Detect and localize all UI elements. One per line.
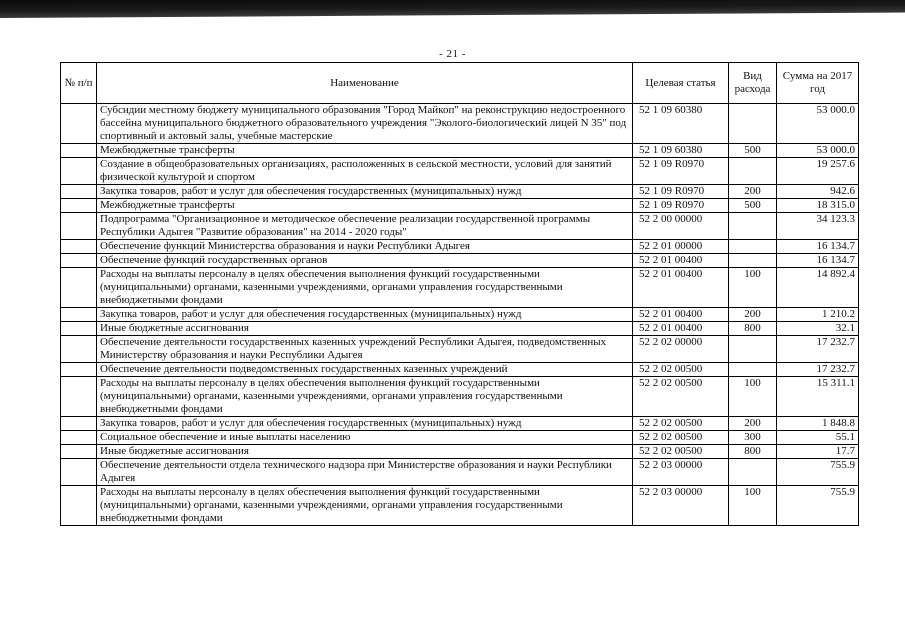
cell-name: Подпрограмма "Организационное и методическое обеспечение реализации государственной программы Республики Адыгея "Развитие образования" на 2014 - 2020 годы" [97,213,633,240]
cell-target: 52 2 02 00000 [633,336,729,363]
table-row [61,254,859,268]
cell-target: 52 1 09 R0970 [633,185,729,199]
cell-target: 52 2 02 00500 [633,417,729,431]
cell-sum: 16 134.7 [777,240,859,254]
cell-name: Субсидии местному бюджету муниципального образования "Город Майкоп" на реконструкцию недостроенного бассейна муниципального бюджетного образовательного учреждения "Эколого-биологический лицей N 35" под спортивный и актовый залы, учебные мастерские [97,104,633,144]
cell-sum: 17 232.7 [777,363,859,377]
cell-name: Обеспечение деятельности подведомственных государственных казенных учреждений [97,363,633,377]
cell-sum: 17 232.7 [777,336,859,363]
cell-target: 52 2 02 00500 [633,431,729,445]
cell-name: Закупка товаров, работ и услуг для обеспечения государственных (муниципальных) нужд [97,185,633,199]
cell-num [61,213,97,240]
table-row [61,377,859,417]
cell-sum: 755.9 [777,459,859,486]
cell-sum: 755.9 [777,486,859,526]
cell-num [61,459,97,486]
table-body [61,104,859,526]
cell-num [61,486,97,526]
cell-sum: 1 848.8 [777,417,859,431]
cell-num [61,144,97,158]
cell-type: 200 [729,308,777,322]
cell-sum: 34 123.3 [777,213,859,240]
cell-target: 52 1 09 60380 [633,104,729,144]
cell-sum: 16 134.7 [777,254,859,268]
cell-sum: 32.1 [777,322,859,336]
page-number: - 21 - [439,48,466,60]
cell-type: 500 [729,144,777,158]
cell-target: 52 2 03 00000 [633,459,729,486]
cell-name: Создание в общеобразовательных организациях, расположенных в сельской местности, условий для занятий физической культурой и спортом [97,158,633,185]
cell-num [61,431,97,445]
cell-type: 100 [729,377,777,417]
cell-type [729,459,777,486]
table-row [61,213,859,240]
cell-type [729,158,777,185]
cell-sum: 17.7 [777,445,859,459]
cell-target: 52 2 01 00400 [633,322,729,336]
cell-sum: 18 315.0 [777,199,859,213]
cell-type: 100 [729,268,777,308]
cell-name: Обеспечение деятельности государственных казенных учреждений Республики Адыгея, подведомственных Министерству образования и науки Республики Адыгея [97,336,633,363]
scan-edge-shadow [0,0,905,18]
cell-name: Обеспечение функций государственных органов [97,254,633,268]
cell-type: 200 [729,417,777,431]
cell-num [61,104,97,144]
cell-name: Расходы на выплаты персоналу в целях обеспечения выполнения функций государственными (муниципальными) органами, казенными учреждениями, органами управления государственными внебюджетными фондами [97,268,633,308]
cell-target: 52 1 09 R0970 [633,199,729,213]
cell-target: 52 2 01 00400 [633,268,729,308]
cell-name: Закупка товаров, работ и услуг для обеспечения государственных (муниципальных) нужд [97,417,633,431]
table-row [61,199,859,213]
cell-target: 52 2 03 00000 [633,486,729,526]
cell-sum: 19 257.6 [777,158,859,185]
table-row [61,158,859,185]
cell-num [61,268,97,308]
cell-target: 52 1 09 60380 [633,144,729,158]
cell-type: 500 [729,199,777,213]
cell-target: 52 2 01 00000 [633,240,729,254]
cell-name: Обеспечение функций Министерства образования и науки Республики Адыгея [97,240,633,254]
cell-target: 52 2 01 00400 [633,254,729,268]
cell-type: 100 [729,486,777,526]
table-row [61,144,859,158]
cell-sum: 53 000.0 [777,104,859,144]
cell-sum: 53 000.0 [777,144,859,158]
table-row [61,417,859,431]
cell-type [729,240,777,254]
cell-num [61,254,97,268]
table-row [61,486,859,526]
cell-name: Межбюджетные трансферты [97,199,633,213]
cell-target: 52 1 09 R0970 [633,158,729,185]
cell-target: 52 2 02 00500 [633,363,729,377]
table-row [61,268,859,308]
cell-sum: 942.6 [777,185,859,199]
cell-name: Социальное обеспечение и иные выплаты населению [97,431,633,445]
cell-sum: 1 210.2 [777,308,859,322]
table-row [61,185,859,199]
cell-type: 800 [729,322,777,336]
header-type: Вид расхода [729,63,777,104]
cell-num [61,336,97,363]
cell-name: Закупка товаров, работ и услуг для обеспечения государственных (муниципальных) нужд [97,308,633,322]
cell-name: Расходы на выплаты персоналу в целях обеспечения выполнения функций государственными (муниципальными) органами, казенными учреждениями, органами управления государственными внебюджетными фондами [97,486,633,526]
cell-target: 52 2 01 00400 [633,308,729,322]
cell-target: 52 2 02 00500 [633,377,729,417]
table-row [61,363,859,377]
cell-num [61,445,97,459]
cell-type: 200 [729,185,777,199]
table-row [61,240,859,254]
cell-num [61,377,97,417]
cell-sum: 15 311.1 [777,377,859,417]
cell-type [729,336,777,363]
cell-sum: 55.1 [777,431,859,445]
cell-num [61,240,97,254]
cell-num [61,158,97,185]
header-target: Целевая статья [633,63,729,104]
table-row [61,104,859,144]
cell-num [61,322,97,336]
cell-name: Иные бюджетные ассигнования [97,445,633,459]
cell-type [729,363,777,377]
budget-table [60,62,859,526]
table-row [61,322,859,336]
cell-type [729,104,777,144]
cell-type: 800 [729,445,777,459]
table-row [61,308,859,322]
cell-num [61,363,97,377]
table-row [61,431,859,445]
header-num: № п/п [61,63,97,104]
table-row [61,459,859,486]
cell-name: Иные бюджетные ассигнования [97,322,633,336]
table-row [61,336,859,363]
cell-sum: 14 892.4 [777,268,859,308]
cell-num [61,185,97,199]
cell-type: 300 [729,431,777,445]
cell-num [61,199,97,213]
cell-name: Межбюджетные трансферты [97,144,633,158]
cell-num [61,417,97,431]
cell-target: 52 2 02 00500 [633,445,729,459]
cell-type [729,213,777,240]
table-header-row [61,63,859,104]
header-name: Наименование [97,63,633,104]
cell-name: Расходы на выплаты персоналу в целях обеспечения выполнения функций государственными (муниципальными) органами, казенными учреждениями, органами управления государственными внебюджетными фондами [97,377,633,417]
table-row [61,445,859,459]
header-sum: Сумма на 2017 год [777,63,859,104]
cell-type [729,254,777,268]
cell-target: 52 2 00 00000 [633,213,729,240]
cell-name: Обеспечение деятельности отдела технического надзора при Министерстве образования и науки Республики Адыгея [97,459,633,486]
cell-num [61,308,97,322]
